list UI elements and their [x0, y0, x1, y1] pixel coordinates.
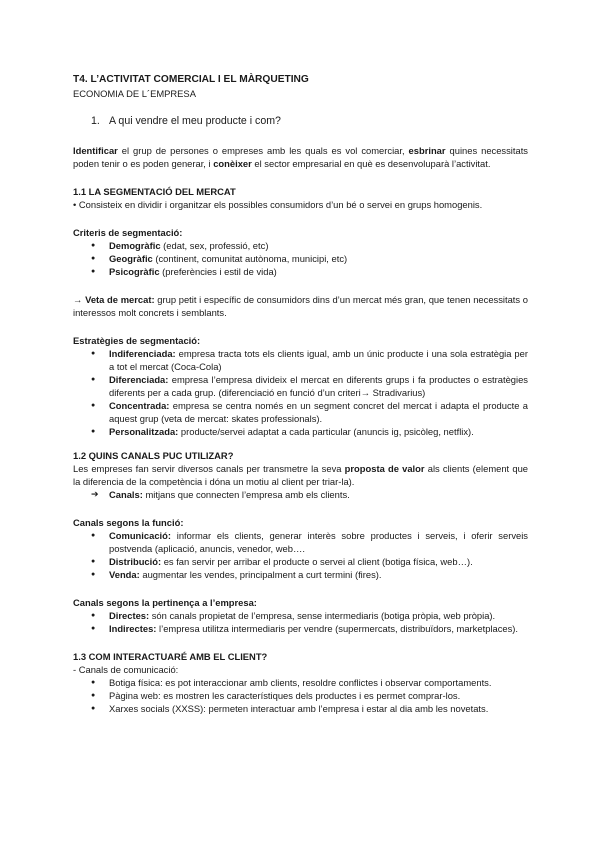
item-label: Demogràfic	[109, 240, 161, 251]
document-subtitle: ECONOMIA DE L´EMPRESA	[73, 88, 196, 99]
ownership-heading: Canals segons la pertinença a l’empresa:	[73, 597, 257, 608]
list-item	[91, 265, 528, 278]
item-label: Comunicació:	[109, 530, 171, 541]
list-item	[91, 622, 528, 635]
item-text: empresa l’empresa divideix el mercat en diferents grups i fa productes o estratègies diferents per a cada grup. (diferenciació en funció d’un criteri→ Stradivarius)	[109, 374, 528, 398]
section-heading-1-2: 1.2 QUINS CANALS PUC UTILIZAR?	[73, 450, 234, 461]
item-text: augmentar les vendes, principalment a curt termini (fires).	[139, 569, 382, 580]
list-item: ● Xarxes socials (XXSS): permeten interactuar amb l’empresa i estar al dia amb les novetats.	[91, 702, 528, 715]
channels-paragraph	[73, 462, 528, 488]
strategies-heading: Estratègies de segmentació:	[73, 335, 201, 346]
item-label: Personalitzada:	[109, 426, 179, 437]
list-item	[91, 568, 528, 581]
question-number: 1.	[91, 115, 100, 127]
list-item	[91, 399, 528, 425]
item-text: informar els clients, generar interès sobre productes i serveis, i oferir serveis postvenda (aplicació, anuncis, venedor, web….	[109, 530, 528, 554]
list-item	[91, 252, 528, 265]
item-text: són canals propietat de l’empresa, sense intermediaris (botiga pròpia, web pròpia).	[149, 610, 496, 621]
item-text: l’empresa utilitza intermediaris per vendre (supermercats, distribuïdors, marketplaces).	[156, 623, 519, 634]
intro-text-3: el sector empresarial en què es desenvoluparà l’activitat.	[251, 158, 491, 169]
arrow-bullet-icon: ➔	[91, 489, 99, 499]
intro-bold-esbrinar: esbrinar	[408, 145, 446, 156]
document-title: T4. L’ACTIVITAT COMERCIAL I EL MÀRQUETING	[73, 74, 309, 85]
right-arrow-icon: →	[73, 294, 86, 305]
item-text: (preferències i estil de vida)	[159, 266, 277, 277]
item-text: (edat, sex, professió, etc)	[160, 240, 269, 251]
item-label: Distribució:	[109, 556, 162, 567]
channels-definition	[91, 488, 528, 501]
intro-paragraph	[73, 144, 528, 170]
item-label: Concentrada:	[109, 400, 170, 411]
channels-text-1: Les empreses fan servir diversos canals per transmetre la seva	[73, 463, 345, 474]
ownership-list	[91, 609, 528, 635]
channels-definition-text	[109, 488, 350, 501]
list-item	[91, 347, 528, 373]
segmentation-description: • Consisteix en dividir i organitzar els possibles consumidors d’un bé o servei en grups homogenis.	[73, 199, 483, 210]
list-item: ● Botiga física: es pot interaccionar amb clients, resoldre conflictes i observar comportaments.	[91, 676, 528, 689]
market-niche-paragraph	[73, 293, 528, 319]
question-heading	[91, 114, 528, 129]
item-label: Indiferenciada:	[109, 348, 176, 359]
item-text: empresa tracta tots els clients igual, amb un únic producte i una sola estratègia per a tot el mercat (Coca-Cola)	[109, 348, 528, 372]
communication-channels-subheading: - Canals de comunicació:	[73, 664, 179, 675]
list-item	[91, 239, 528, 252]
channels-definition-body: mitjans que connecten l’empresa amb els clients.	[142, 489, 350, 500]
channels-text-2: als clients (element que la diferencia de la competència i dóna un motiu al client per triar-la).	[73, 463, 528, 487]
item-label: Diferenciada:	[109, 374, 169, 385]
intro-bold-coneixer: conèixer	[213, 158, 252, 169]
list-item: ● Pàgina web: es mostren les característiques dels productes i es permet comprar-los.	[91, 689, 528, 702]
function-list	[91, 529, 528, 581]
item-text: (continent, comunitat autònoma, municipi, etc)	[152, 253, 348, 264]
item-text: empresa se centra només en un segment concret del mercat i adapta el producte a aquest grup (veta de mercat: skates professionals).	[109, 400, 528, 424]
item-text: es fan servir per arribar el producte o servei al client (botiga física, web…).	[161, 556, 473, 567]
section-heading-1-3: 1.3 COM INTERACTUARÉ AMB EL CLIENT?	[73, 651, 268, 662]
value-proposition-bold: proposta de valor	[344, 463, 425, 474]
item-label: Indirectes:	[109, 623, 157, 634]
channels-label: Canals:	[109, 489, 143, 500]
communication-channels-list	[91, 676, 528, 715]
list-item	[91, 555, 528, 568]
criteria-heading: Criteris de segmentació:	[73, 227, 183, 238]
question-text: A qui vendre el meu producte i com?	[109, 115, 281, 127]
document-body	[73, 73, 528, 715]
list-item	[91, 425, 528, 438]
item-label: Directes:	[109, 610, 150, 621]
list-item	[91, 609, 528, 622]
list-item	[91, 529, 528, 555]
market-niche-label: Veta de mercat:	[85, 294, 155, 305]
intro-bold-identificar: Identificar	[73, 145, 118, 156]
list-item	[91, 373, 528, 399]
intro-text-1: el grup de persones o empreses amb les quals es vol comerciar,	[117, 145, 409, 156]
market-niche-text: grup petit i específic de consumidors dins d’un mercat més gran, que tenen necessitats o interessos molt concrets i semblants.	[73, 294, 529, 318]
function-heading: Canals segons la funció:	[73, 517, 184, 528]
item-label: Venda:	[109, 569, 140, 580]
item-label: Geogràfic	[109, 253, 153, 264]
intro-text-2: quines necessitats poden tenir o es poden generar, i	[73, 145, 528, 169]
item-label: Psicogràfic	[109, 266, 160, 277]
criteria-list	[91, 239, 528, 278]
item-text: producte/servei adaptat a cada particular (anuncis ig, psicòleg, netflix).	[178, 426, 474, 437]
section-heading-1-1: 1.1 LA SEGMENTACIÓ DEL MERCAT	[73, 186, 236, 197]
strategies-list	[91, 347, 528, 438]
